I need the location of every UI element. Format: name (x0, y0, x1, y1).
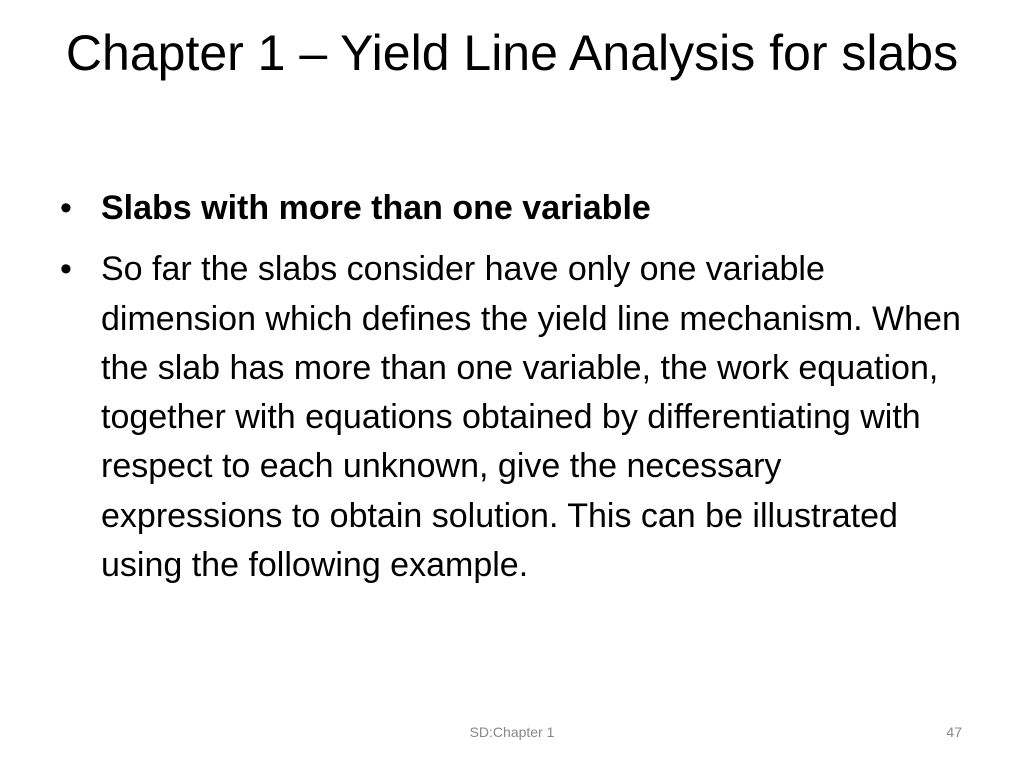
slide-number: 47 (946, 724, 962, 740)
bullet-list (58, 184, 968, 602)
footer-label: SD:Chapter 1 (469, 724, 555, 740)
slide-title: Chapter 1 – Yield Line Analysis for slabs (65, 25, 959, 81)
bullet-item-heading (58, 184, 968, 233)
bullet-text: So far the slabs consider have only one variable dimension which defines the yield line mechanism. When the slab has more than one variable, the work equation, together with equations obtained by differentiating with respect to each unknown, give the necessary expressions to obtain solution. This can be illustrated using the following example. (101, 250, 961, 585)
bullet-text: Slabs with more than one variable (101, 189, 651, 227)
bullet-dot-icon: • (60, 250, 72, 289)
bullet-dot-icon: • (60, 189, 72, 227)
bullet-item-body (58, 245, 968, 590)
